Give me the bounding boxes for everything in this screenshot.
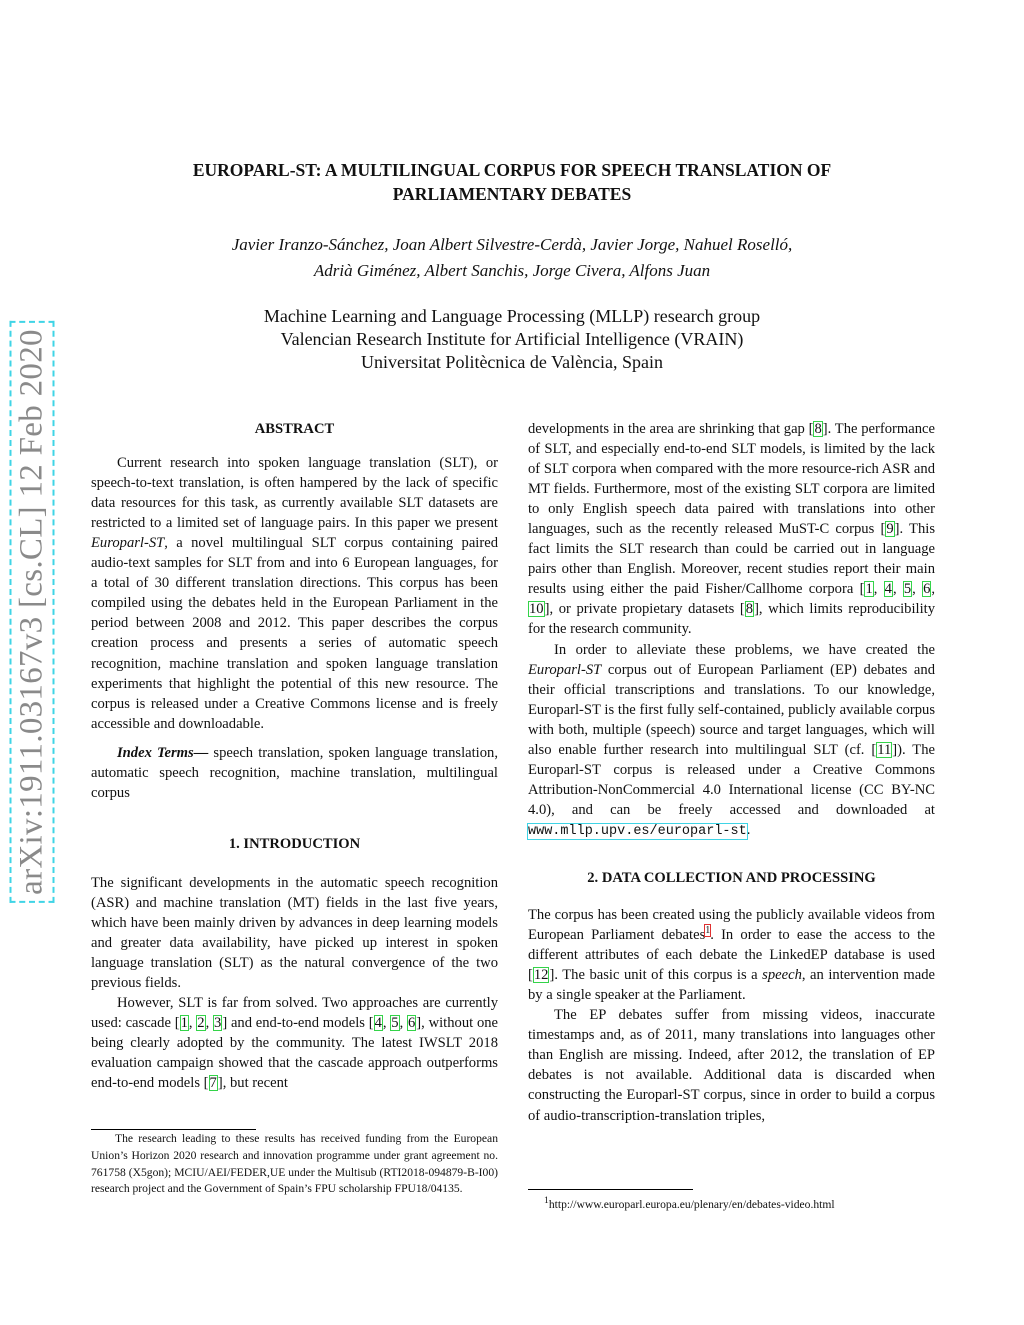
- citation-link[interactable]: 6: [408, 1015, 416, 1032]
- footnote-rule-left: [91, 1129, 256, 1130]
- citation-link[interactable]: 2: [197, 1015, 205, 1032]
- index-terms: [91, 743, 498, 803]
- abstract-text: [91, 453, 498, 734]
- footnote-rule-right: [528, 1189, 693, 1190]
- corpus-name: Europarl-ST: [91, 535, 165, 552]
- footnote-marker[interactable]: 1: [705, 925, 711, 937]
- body-text-part: ]. The basic unit of this corpus is a: [549, 967, 763, 984]
- intro-text-part: However, SLT is far from solved. Two approaches are currently used: cascade [: [91, 995, 498, 1032]
- citation-link[interactable]: 4: [374, 1015, 382, 1032]
- citation-link[interactable]: 11: [877, 741, 892, 758]
- citation-link[interactable]: 5: [391, 1015, 399, 1032]
- data-paragraph-1: [528, 905, 935, 1005]
- title-line-2: PARLIAMENTARY DEBATES: [392, 184, 632, 204]
- affiliation-line-1: Machine Learning and Language Processing (MLLP) research group: [263, 306, 761, 326]
- citation-link[interactable]: 4: [884, 581, 892, 598]
- introduction-heading: 1. INTRODUCTION: [228, 835, 361, 852]
- funding-footnote: The research leading to these results has received funding from the European Union’s Horizon 2020 research and innovation programme under grant agreement no. 761758 (X5gon); MCIU/AEI/FEDER,UE under the Multisub (RTI2018-094879-B-I00) research project and the Government of Spain’s FPU scholarship FPU18/04135.: [91, 1132, 498, 1196]
- footnote-url[interactable]: http://www.europarl.europa.eu/plenary/en/debates-video.html: [548, 1197, 835, 1211]
- intro-paragraph-2: However, SLT is far from solved. Two approaches are currently used: cascade [1, 2, 3] and end-to-end models [4, 5, 6], without one being clearly adopted by the community. The latest IWSLT 2018 evaluation campaign showed that the cascade approach outperforms end-to-end models [7], but recent: [91, 995, 499, 1092]
- body-text-part: ]). The Europarl-ST corpus is released under a Creative Commons Attribution-NonCommercial 4.0 International license (CC BY-NC 4.0), and can be freely accessed and downloaded at: [528, 741, 935, 818]
- citation-link[interactable]: 1: [180, 1015, 188, 1032]
- abstract-heading: ABSTRACT: [254, 421, 335, 437]
- body-text-part: .: [746, 821, 751, 838]
- citation-link[interactable]: 1: [865, 581, 873, 598]
- body-text-part: ], which limits reproducibility for the research community.: [528, 601, 935, 638]
- body-text-part: In order to alleviate these problems, we have created the: [554, 641, 935, 658]
- body-text-part: developments in the area are shrinking that gap [: [528, 421, 814, 437]
- affiliation-line-2: Valencian Research Institute for Artificial Intelligence (VRAIN): [280, 329, 744, 349]
- author-list: [100, 232, 924, 284]
- abstract-text-part: Current research into spoken language translation (SLT), or speech-to-text translation, is often hampered by the lack of specific data resources for this task, as currently available SLT datasets are restricted to a limited set of language pairs. In this paper we present: [91, 455, 498, 532]
- citation-link[interactable]: 12: [533, 967, 549, 984]
- authors-line-1: Javier Iranzo-Sánchez, Joan Albert Silvestre-Cerdà, Javier Jorge, Nahuel Roselló,: [231, 235, 793, 254]
- citation-link[interactable]: 6: [923, 581, 931, 598]
- emphasis: speech: [762, 967, 802, 984]
- affiliation: [100, 305, 924, 374]
- intro-text-part: ], but recent: [217, 1075, 288, 1092]
- citation-link[interactable]: 8: [745, 601, 754, 618]
- body-text-part: corpus out of European Parliament (EP) debates and their official transcriptions and translations. To our knowledge, Europarl-ST is the first fully self-contained, publicly available corpus with both, multiple (speech) source and target languages, which will also enable further research into multilingual SLT (cf. [: [528, 661, 935, 758]
- corpus-url-link[interactable]: www.mllp.upv.es/europarl-st: [528, 823, 747, 839]
- body-text-part: . In order to ease the access to the different attributes of each debate the LinkedEP database is used [: [528, 927, 935, 984]
- intro-text-part: ], without one being clearly adopted by the community. The latest IWSLT 2018 evaluation campaign showed that the cascade approach outperforms end-to-end models [: [91, 1015, 499, 1092]
- citation-link[interactable]: 10: [529, 601, 544, 618]
- url-footnote: [528, 1193, 951, 1214]
- citation-link[interactable]: 9: [886, 521, 894, 538]
- paper-title: [100, 158, 924, 206]
- citation-link[interactable]: 5: [903, 581, 912, 598]
- body-text-part: ], or private propietary datasets [: [544, 601, 745, 618]
- arxiv-identifier[interactable]: arXiv:1911.03167v3 [cs.CL] 12 Feb 2020: [10, 321, 55, 903]
- data-paragraph-2: The EP debates suffer from missing videos, inaccurate timestamps and, as of 2011, many translations into languages other than English are missing. Indeed, after 2012, the translation of EP debates is not available. Additional data is discarded when constructing the Europarl-ST corpus, since in order to build a corpus of audio-transcription-translation triples,: [528, 1007, 935, 1124]
- intro-paragraph-1: The significant developments in the automatic speech recognition (ASR) and machine translation (MT) fields in the last five years, which have been mainly driven by advances in deep learning models and greater data availability, have picked up interest in spoken language translation (SLT) as the natural convergence of the two previous fields.: [91, 874, 498, 992]
- related-paragraph: developments in the area are shrinking that gap [8]. The performance of SLT, and especially end-to-end SLT models, is limited by the lack of SLT corpora when compared with the more resource-rich ASR and MT fields. Furthermore, most of the existing SLT corpora are limited to only English speech data paired with translations into other languages, such as the recently released MuST-C corpus [9]. This fact limits the SLT research than could be carried out in language pairs other than English. Moreover, recent studies report their main results using either the paid Fisher/Callhome corpora [1, 4, 5, 6, 10], or private propietary datasets [8], which limits reproducibility for the research community.: [528, 421, 936, 638]
- body-text-part: ]. This fact limits the SLT research than could be carried out in language pairs other than English. Moreover, recent studies report their main results using either the paid Fisher/Callhome corpora [: [528, 521, 935, 598]
- data-collection-heading: 2. DATA COLLECTION AND PROCESSING: [587, 869, 876, 886]
- citation-link[interactable]: 8: [814, 421, 822, 437]
- intro-text-part: ] and end-to-end models [: [222, 1015, 374, 1032]
- affiliation-line-3: Universitat Politècnica de València, Spain: [360, 352, 664, 372]
- corpus-name: Europarl-ST: [528, 661, 602, 678]
- body-text-part: , an intervention made by a single speaker at the Parliament.: [528, 967, 935, 1004]
- contribution-paragraph: [528, 640, 935, 842]
- citation-link[interactable]: 7: [209, 1075, 217, 1092]
- index-terms-text: speech translation, spoken language translation, automatic speech recognition, machine translation, multilingual corpus: [91, 744, 498, 801]
- footnote-number: 1: [544, 1195, 549, 1206]
- left-column: [91, 419, 498, 1093]
- right-column: [528, 419, 935, 1126]
- body-text-part: ]. The performance of SLT, and especially end-to-end SLT models, is limited by the lack of SLT corpora when compared with the more resource-rich ASR and MT fields. Furthermore, most of the existing SLT corpora are limited to only English speech data paired with translations into other languages, such as the recently released MuST-C corpus [: [528, 421, 935, 538]
- title-line-1: EUROPARL-ST: A MULTILINGUAL CORPUS FOR SPEECH TRANSLATION OF: [192, 160, 832, 180]
- abstract-text-part: , a novel multilingual SLT corpus containing paired audio-text samples for SLT from and into 6 European languages, for a total of 30 different translation directions. This corpus has been compiled using the debates held in the European Parliament in the period between 2008 and 2012. This paper describes the corpus creation process and presents a series of automatic speech recognition, machine translation and spoken language translation experiments that highlight the potential of this new resource. The corpus is released under a Creative Commons license and is freely accessible and downloadable.: [91, 535, 498, 732]
- arxiv-stamp[interactable]: [8, 320, 56, 905]
- index-terms-label: Index Terms—: [117, 744, 209, 761]
- authors-line-2: Adrià Giménez, Albert Sanchis, Jorge Civera, Alfons Juan: [313, 261, 711, 280]
- body-text-part: The corpus has been created using the publicly available videos from European Parliament debates: [528, 907, 935, 944]
- citation-link[interactable]: 3: [214, 1015, 222, 1032]
